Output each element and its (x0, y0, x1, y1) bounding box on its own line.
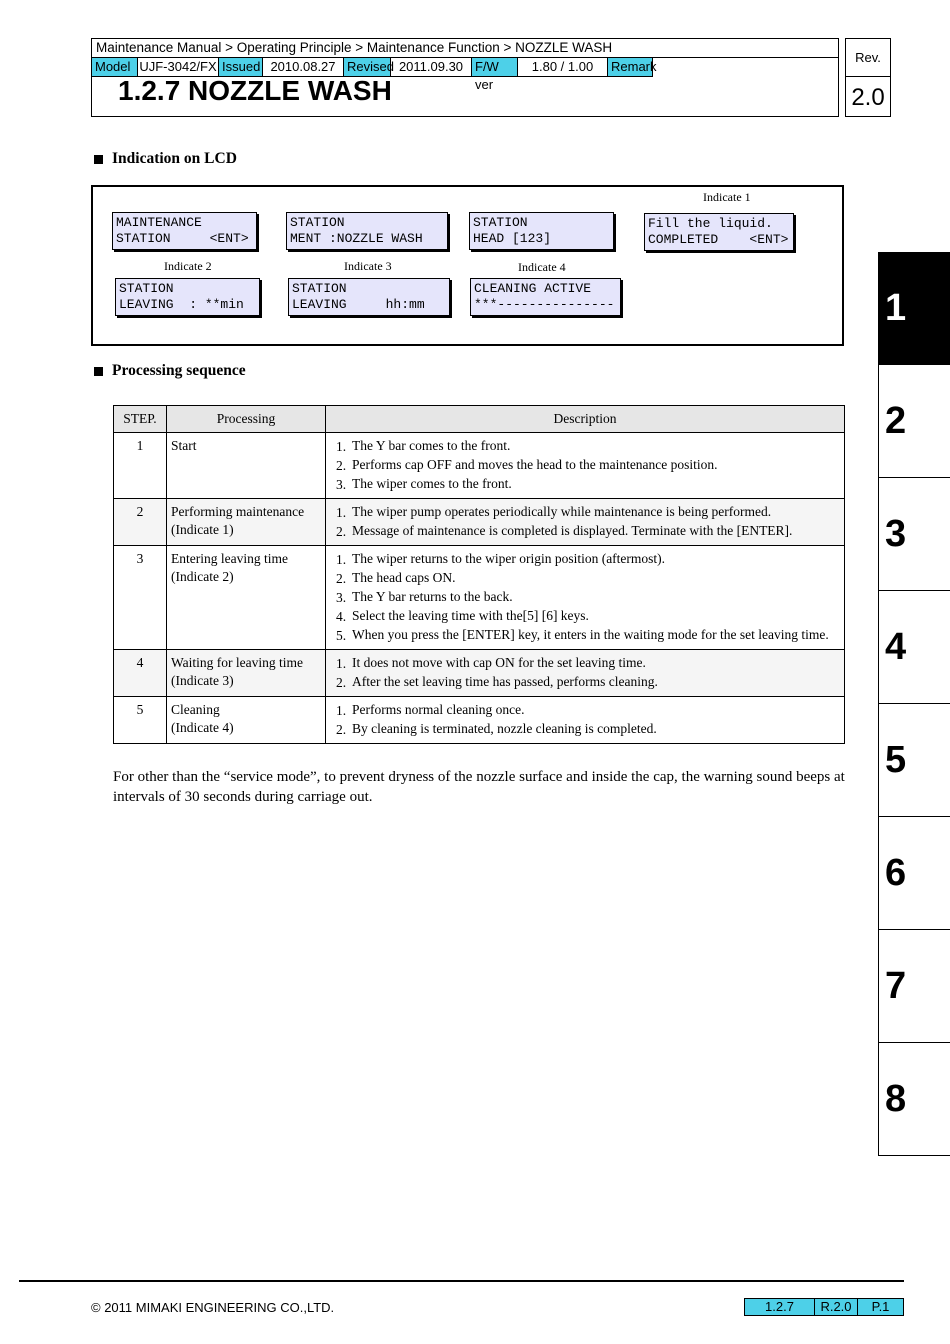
indicate-label: Indicate 2 (164, 259, 212, 273)
rev-value: 2.0 (851, 84, 885, 111)
chapter-tabs (878, 252, 950, 1156)
rev-label: Rev. (846, 39, 890, 77)
list-item: 5. When you press the [ENTER] key, it enters in the waiting mode for the set leaving time. (330, 626, 840, 645)
issued-value: 2010.08.27 (263, 58, 344, 77)
chapter-tab-7[interactable]: 7 (878, 930, 950, 1043)
bullet-square-icon (94, 367, 103, 376)
table-row (114, 499, 845, 546)
lcd-screen: MAINTENANCE STATION <ENT> (112, 212, 257, 250)
description-text: After the set leaving time has passed, performs cleaning. (352, 674, 658, 689)
lcd-screen: Fill the liquid. COMPLETED <ENT> (644, 213, 794, 251)
list-item: 1. The Y bar comes to the front. (330, 437, 840, 456)
section-number: 1.2.7 (745, 1299, 815, 1315)
issued-label: Issued (219, 58, 263, 77)
step-cell: 5 (114, 697, 167, 744)
indicate-label: Indicate 1 (703, 190, 751, 204)
processing-cell: Start (167, 433, 326, 499)
list-item: 4. Select the leaving time with the[5] [6] keys. (330, 607, 840, 626)
list-item: 1. The wiper returns to the wiper origin position (aftermost). (330, 550, 840, 569)
description-text: It does not move with cap ON for the set leaving time. (352, 655, 646, 670)
step-cell: 3 (114, 546, 167, 650)
table-row (114, 546, 845, 650)
description-text: Performs normal cleaning once. (352, 702, 525, 717)
chapter-tab-4[interactable]: 4 (878, 591, 950, 704)
description-text: The wiper comes to the front. (352, 476, 512, 491)
description-cell (326, 433, 845, 499)
page-info (744, 1298, 904, 1316)
description-cell (326, 546, 845, 650)
page-number: P.1 (858, 1299, 903, 1315)
description-text: Performs cap OFF and moves the head to the maintenance position. (352, 457, 718, 472)
description-text: The wiper pump operates periodically while maintenance is being performed. (352, 504, 772, 519)
description-text: Select the leaving time with the[5] [6] keys. (352, 608, 589, 623)
table-row (114, 433, 845, 499)
description-cell (326, 697, 845, 744)
footer-rule (19, 1280, 904, 1282)
bullet-square-icon (94, 155, 103, 164)
description-cell (326, 499, 845, 546)
description-text: The Y bar returns to the back. (352, 589, 513, 604)
lcd-heading-text: Indication on LCD (112, 150, 237, 167)
lcd-screen: STATION MENT :NOZZLE WASH (286, 212, 448, 250)
breadcrumb: Maintenance Manual > Operating Principle > Maintenance Function > NOZZLE WASH (92, 39, 838, 58)
sequence-table (113, 405, 845, 744)
list-item: 1. It does not move with cap ON for the set leaving time. (330, 654, 840, 673)
lcd-screen: STATION LEAVING hh:mm (288, 278, 450, 316)
table-row (114, 650, 845, 697)
chapter-tab-6[interactable]: 6 (878, 817, 950, 930)
list-item: 2. Performs cap OFF and moves the head to the maintenance position. (330, 456, 840, 475)
list-item: 1. The wiper pump operates periodically while maintenance is being performed. (330, 503, 840, 522)
description-text: When you press the [ENTER] key, it enters in the waiting mode for the set leaving time. (352, 627, 829, 642)
description-text: The wiper returns to the wiper origin position (aftermost). (352, 551, 666, 566)
lcd-heading (94, 150, 237, 168)
chapter-tab-5[interactable]: 5 (878, 704, 950, 817)
lcd-panel (91, 185, 844, 346)
chapter-tab-2[interactable]: 2 (878, 365, 950, 478)
list-item: 2. After the set leaving time has passed, performs cleaning. (330, 673, 840, 692)
list-item: 2. The head caps ON. (330, 569, 840, 588)
list-item: 2. Message of maintenance is completed is displayed. Terminate with the [ENTER]. (330, 522, 840, 541)
column-header: Processing (167, 406, 326, 433)
chapter-tab-1[interactable]: 1 (878, 252, 950, 365)
page-title: 1.2.7 NOZZLE WASH (118, 75, 392, 106)
revised-label: Revised (344, 58, 391, 77)
revised-value: 2011.09.30 (391, 58, 472, 77)
sequence-heading (94, 362, 246, 380)
indicate-label: Indicate 3 (344, 259, 392, 273)
sequence-heading-text: Processing sequence (112, 362, 246, 379)
document-header (91, 38, 839, 117)
fw-label: F/W ver (472, 58, 518, 77)
table-row (114, 697, 845, 744)
step-cell: 2 (114, 499, 167, 546)
list-item: 1. Performs normal cleaning once. (330, 701, 840, 720)
chapter-tab-8[interactable]: 8 (878, 1043, 950, 1156)
processing-cell: Entering leaving time (Indicate 2) (167, 546, 326, 650)
step-cell: 4 (114, 650, 167, 697)
lcd-screen: STATION LEAVING : **min (115, 278, 260, 316)
model-value: UJF-3042/FX (138, 58, 219, 77)
description-text: Message of maintenance is completed is displayed. Terminate with the [ENTER]. (352, 523, 793, 538)
step-cell: 1 (114, 433, 167, 499)
list-item: 3. The wiper comes to the front. (330, 475, 840, 494)
copyright: © 2011 MIMAKI ENGINEERING CO.,LTD. (91, 1300, 335, 1315)
description-text: The Y bar comes to the front. (352, 438, 511, 453)
fw-value: 1.80 / 1.00 (518, 58, 608, 77)
processing-cell: Performing maintenance (Indicate 1) (167, 499, 326, 546)
column-header: Description (326, 406, 845, 433)
description-cell (326, 650, 845, 697)
revision-number: R.2.0 (815, 1299, 858, 1315)
revision-box (845, 38, 891, 117)
description-text: By cleaning is terminated, nozzle cleaning is completed. (352, 721, 657, 736)
table-header-row (114, 406, 845, 433)
chapter-tab-3[interactable]: 3 (878, 478, 950, 591)
remark-label: Remark (608, 58, 653, 77)
lcd-screen: CLEANING ACTIVE ***--------------- (470, 278, 621, 316)
processing-cell: Cleaning (Indicate 4) (167, 697, 326, 744)
model-label: Model (92, 58, 138, 77)
list-item: 2. By cleaning is terminated, nozzle cleaning is completed. (330, 720, 840, 739)
processing-cell: Waiting for leaving time (Indicate 3) (167, 650, 326, 697)
list-item: 3. The Y bar returns to the back. (330, 588, 840, 607)
lcd-screen: STATION HEAD [123] (469, 212, 614, 250)
note-text: For other than the “service mode”, to prevent dryness of the nozzle surface and inside the cap, the warning sound beeps at intervals of 30 seconds during carriage out. (113, 769, 845, 805)
description-text: The head caps ON. (352, 570, 456, 585)
indicate-label: Indicate 4 (518, 260, 566, 274)
column-header: STEP. (114, 406, 167, 433)
